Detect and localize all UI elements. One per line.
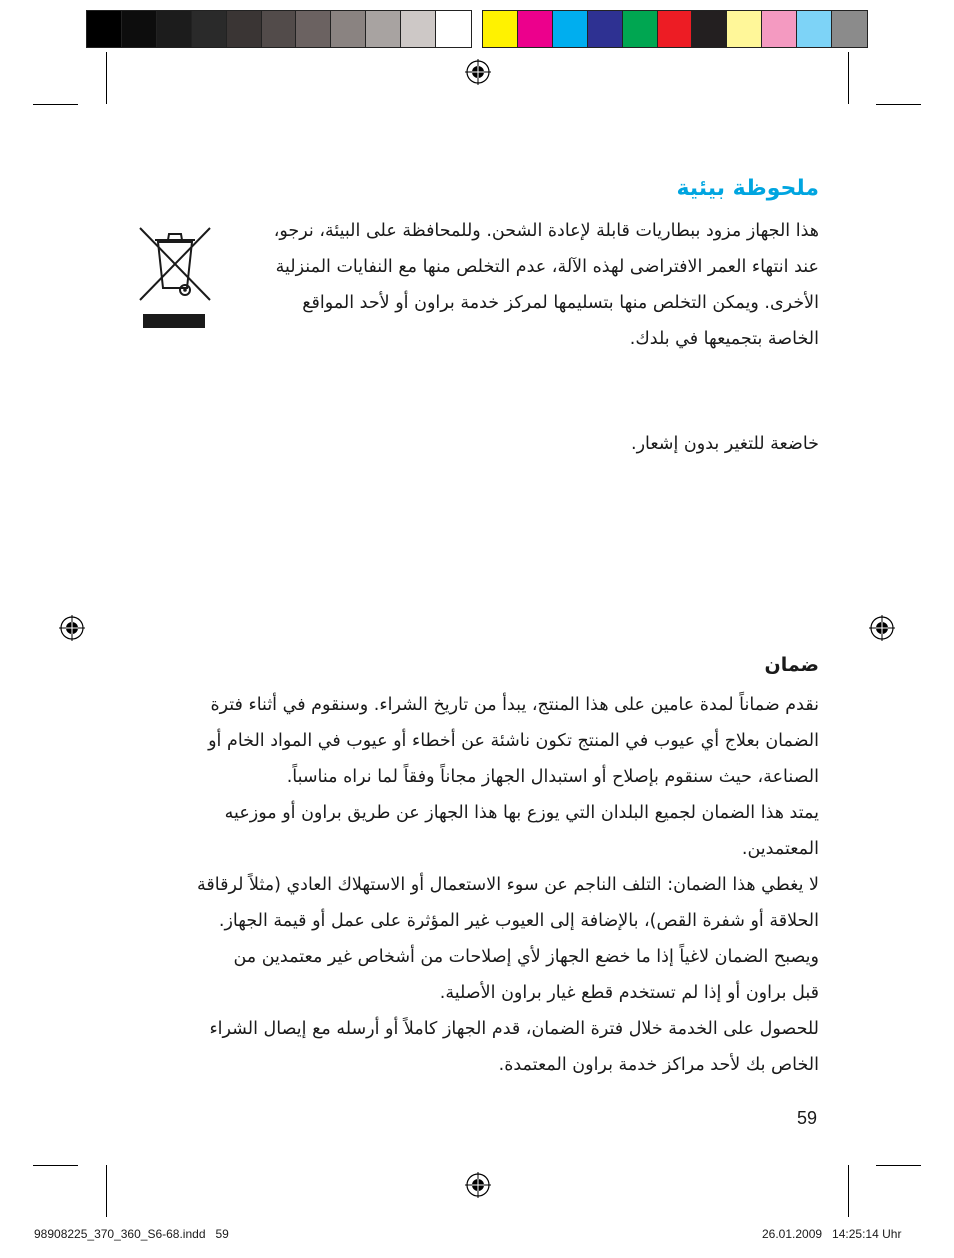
warranty-heading: ضمان bbox=[764, 654, 819, 676]
color-swatch bbox=[436, 11, 471, 47]
color-swatch bbox=[692, 11, 727, 47]
warranty-line: الخاص بك لأحد مراكز خدمة براون المعتمدة. bbox=[498, 1055, 819, 1075]
warranty-text bbox=[136, 687, 819, 1083]
color-swatch bbox=[331, 11, 366, 47]
bin-underline-bar bbox=[143, 314, 205, 328]
notice-line: خاضعة للتغير بدون إشعار. bbox=[631, 434, 819, 454]
warranty-line: يمتد هذا الضمان لجميع البلدان التي يوزع بها هذا الجهاز عن طريق براون أو موزعيه bbox=[224, 803, 819, 823]
color-swatch bbox=[296, 11, 331, 47]
color-swatch bbox=[518, 11, 553, 47]
warranty-line: الحلاقة أو شفرة القص)، بالإضافة إلى العيوب غير المؤثرة على عمل أو قيمة الجهاز. bbox=[218, 911, 819, 931]
environment-heading: ملحوظة بيئية bbox=[676, 176, 819, 201]
registration-mark-icon bbox=[465, 59, 491, 85]
crop-mark bbox=[106, 1165, 107, 1217]
color-swatch bbox=[832, 11, 867, 47]
registration-mark-icon bbox=[869, 615, 895, 641]
warranty-line: نقدم ضماناً لمدة عامين على هذا المنتج، يبدأ من تاريخ الشراء. وسنقوم في أثناء فترة bbox=[210, 695, 819, 715]
crop-mark bbox=[848, 1165, 849, 1217]
registration-mark-icon bbox=[59, 615, 85, 641]
crossed-out-wheelie-bin-icon bbox=[138, 226, 212, 302]
color-swatch bbox=[483, 11, 518, 47]
registration-mark-icon bbox=[465, 1172, 491, 1198]
color-swatch bbox=[87, 11, 122, 47]
notice-text bbox=[139, 426, 819, 462]
process-color-bar bbox=[482, 10, 868, 48]
crop-mark bbox=[876, 1165, 921, 1166]
color-swatch bbox=[122, 11, 157, 47]
environment-line: هذا الجهاز مزود ببطاريات قابلة لإعادة الشحن. وللمحافظة على البيئة، نرجو، bbox=[273, 221, 819, 241]
crop-mark bbox=[848, 52, 849, 104]
slug-timestamp: 26.01.2009 14:25:14 Uhr bbox=[762, 1227, 902, 1241]
environment-line: عند انتهاء العمر الافتراضى لهذه الآلة، عدم التخلص منها مع النفايات المنزلية bbox=[275, 257, 819, 277]
environment-line: الخاصة بتجميعها في بلدك. bbox=[629, 329, 819, 349]
warranty-line: الصناعة، حيث سنقوم بإصلاح أو استبدال الجهاز مجاناً وفقاً لما نراه مناسباً. bbox=[286, 767, 819, 787]
color-swatch bbox=[157, 11, 192, 47]
color-swatch bbox=[588, 11, 623, 47]
warranty-line: للحصول على الخدمة خلال فترة الضمان، قدم الجهاز كاملاً أو أرسله مع إيصال الشراء bbox=[209, 1019, 819, 1039]
color-swatch bbox=[553, 11, 588, 47]
warranty-line: ويصبح الضمان لاغياً إذا ما خضع الجهاز لأي إصلاحات من أشخاص غير معتمدين من bbox=[233, 947, 819, 967]
grayscale-color-bar bbox=[86, 10, 472, 48]
warranty-line: المعتمدين. bbox=[741, 839, 819, 859]
warranty-line: قبل براون أو إذا لم تستخدم قطع غيار براون الأصلية. bbox=[439, 983, 819, 1003]
environment-text bbox=[199, 213, 819, 357]
crop-mark bbox=[33, 104, 78, 105]
color-swatch bbox=[762, 11, 797, 47]
color-swatch bbox=[623, 11, 658, 47]
color-swatch bbox=[727, 11, 762, 47]
environment-line: الأخرى. ويمكن التخلص منها بتسليمها لمركز خدمة براون أو لأحد المواقع bbox=[302, 293, 819, 313]
color-swatch bbox=[401, 11, 436, 47]
color-swatch bbox=[366, 11, 401, 47]
crop-mark bbox=[876, 104, 921, 105]
page-number: 59 bbox=[797, 1108, 818, 1128]
warranty-line: الضمان بعلاج أي عيوب في المنتج تكون ناشئة عن أخطاء أو عيوب في المواد الخام أو bbox=[208, 731, 819, 751]
slug-file-name: 98908225_370_360_S6-68.indd 59 bbox=[34, 1227, 229, 1241]
color-swatch bbox=[658, 11, 693, 47]
warranty-line: لا يغطي هذا الضمان: التلف الناجم عن سوء الاستعمال أو الاستهلاك العادي (مثلاً لرقاقة bbox=[197, 875, 819, 895]
color-swatch bbox=[227, 11, 262, 47]
color-swatch bbox=[192, 11, 227, 47]
color-swatch bbox=[797, 11, 832, 47]
crop-mark bbox=[33, 1165, 78, 1166]
color-swatch bbox=[262, 11, 297, 47]
crop-mark bbox=[106, 52, 107, 104]
